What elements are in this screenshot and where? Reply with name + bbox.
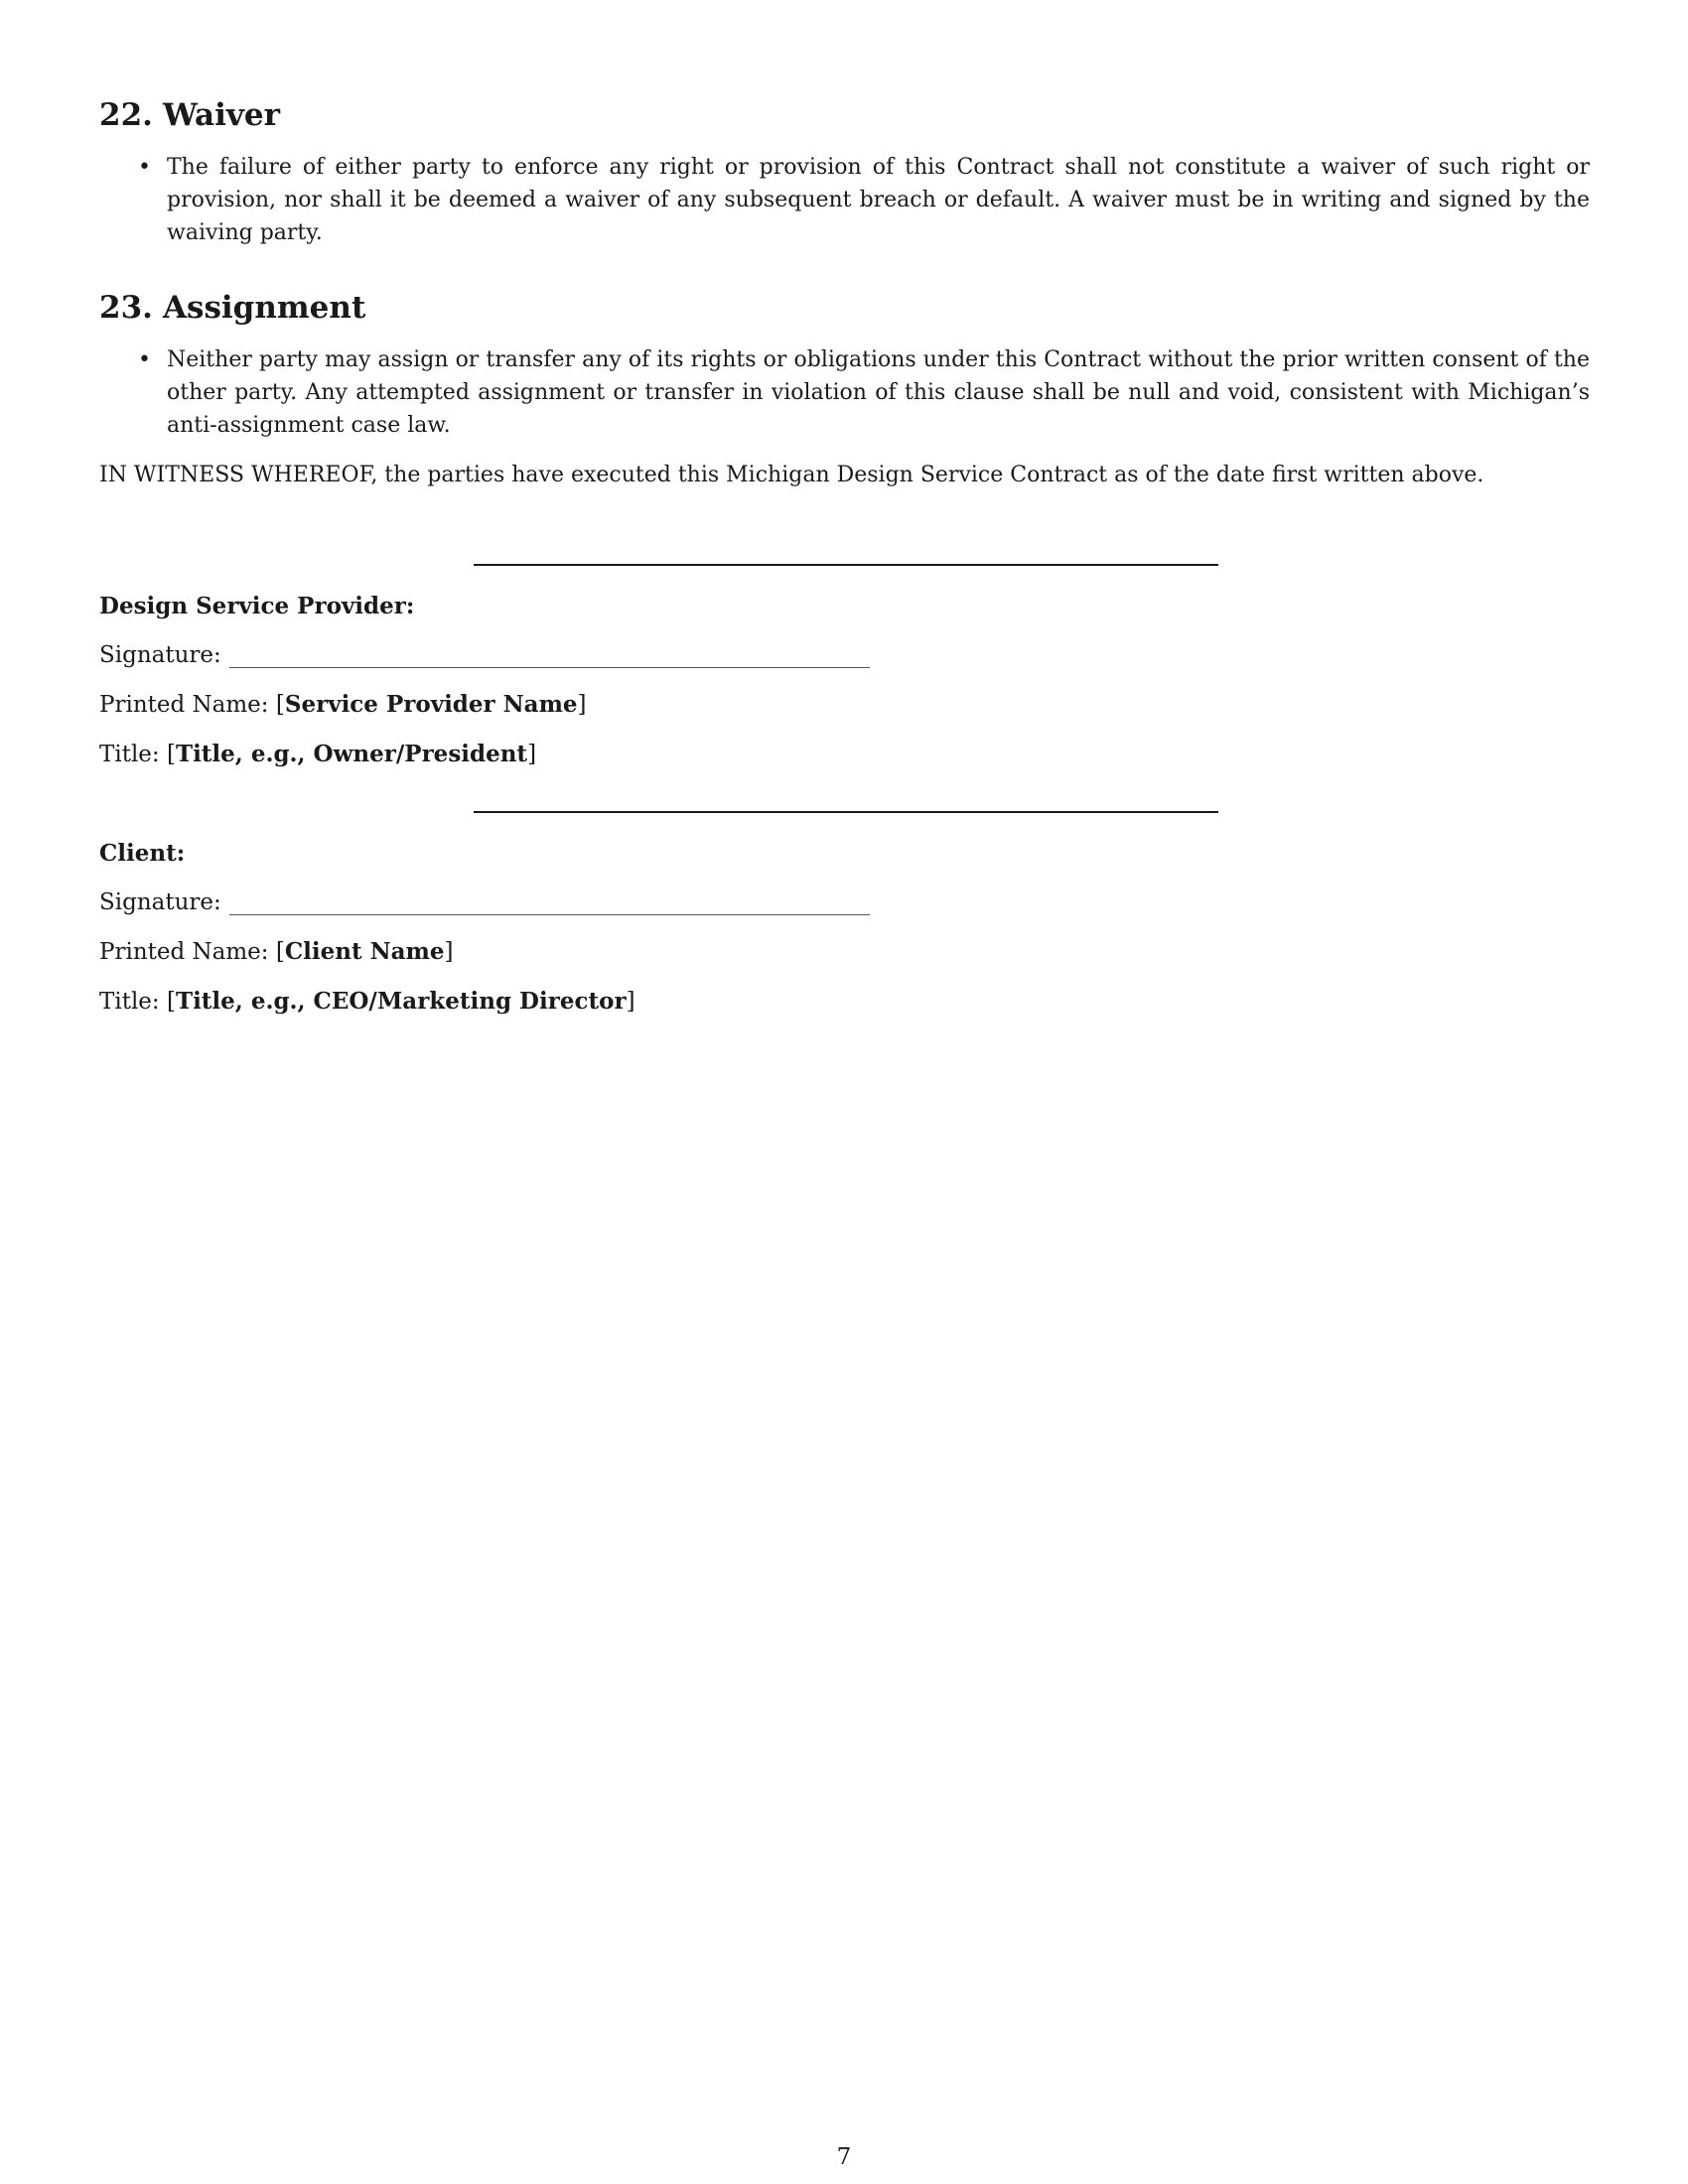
provider-signature-field — [99, 638, 870, 672]
printed-name-label: Printed Name: — [99, 939, 269, 965]
client-printed-name-field: Printed Name: [Client Name] — [99, 938, 454, 965]
provider-signature-line[interactable] — [229, 667, 870, 668]
client-signature-field — [99, 886, 870, 919]
section-title: Assignment — [162, 290, 366, 326]
provider-title-value: Title, e.g., Owner/President — [175, 741, 528, 767]
bullet-marker: • — [138, 347, 151, 372]
provider-heading: Design Service Provider: — [99, 593, 415, 619]
title-label: Title: — [99, 989, 160, 1015]
section-heading-assignment — [99, 288, 365, 328]
section-number: 22. — [99, 97, 153, 133]
signature-label: Signature: — [99, 642, 221, 668]
section-number: 23. — [99, 290, 153, 326]
assignment-clause-text: Neither party may assign or transfer any of its rights or obligations under this Contract without the prior written consent of the other party. Any attempted assignment or transfer in violation of this clause shall be null and void, consistent with Michigan’s anti-assignment case law. — [167, 347, 1590, 438]
client-title-field: Title: [Title, e.g., CEO/Marketing Director] — [99, 988, 635, 1015]
client-signature-line[interactable] — [229, 914, 870, 915]
title-label: Title: — [99, 742, 160, 767]
client-heading: Client: — [99, 840, 186, 867]
witness-clause: IN WITNESS WHEREOF, the parties have executed this Michigan Design Service Contract as of the date first written above. — [99, 463, 1484, 487]
provider-printed-name-field: Printed Name: [Service Provider Name] — [99, 691, 587, 718]
section-title: Waiver — [162, 97, 280, 133]
signature-label: Signature: — [99, 889, 221, 915]
provider-title-field: Title: [Title, e.g., Owner/President] — [99, 741, 537, 767]
bullet-marker: • — [138, 155, 151, 180]
separator-rule — [474, 564, 1218, 566]
waiver-clause-text: The failure of either party to enforce any right or provision of this Contract shall not constitute a waiver of such right or provision, nor shall it be deemed a waiver of any subsequent breach or default. A waiver must be in writing and signed by the waiving party. — [167, 155, 1590, 245]
client-title-value: Title, e.g., CEO/Marketing Director — [175, 988, 627, 1015]
client-printed-name-value: Client Name — [284, 938, 445, 965]
page-number: 7 — [836, 2144, 852, 2170]
section-heading-waiver — [99, 95, 280, 135]
printed-name-label: Printed Name: — [99, 692, 269, 718]
provider-printed-name-value: Service Provider Name — [284, 691, 578, 718]
separator-rule — [474, 811, 1218, 813]
